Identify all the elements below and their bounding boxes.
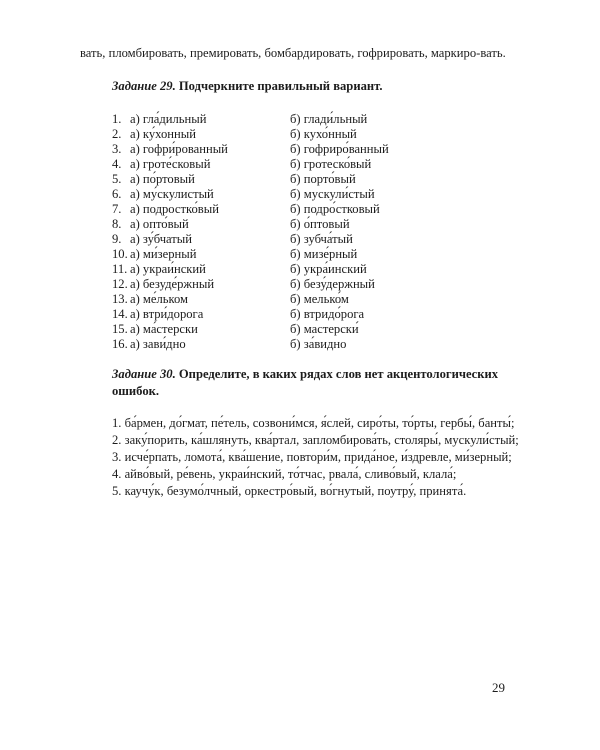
task-29-row (112, 247, 520, 262)
option-a: а) гофри́рованный (130, 142, 228, 156)
task-29-row (112, 202, 520, 217)
row-number: 1. (112, 112, 122, 126)
option-b: б) зубча́тый (290, 232, 353, 246)
option-a: а) ма́стерски (130, 322, 198, 336)
option-a: а) гроте́сковый (130, 157, 211, 171)
option-b: б) безу́держный (290, 277, 375, 291)
task-29-row (112, 217, 520, 232)
option-a: а) безуде́ржный (130, 277, 215, 291)
task-29-label: Задание 29. (112, 79, 176, 93)
task-29-row (112, 337, 520, 352)
task-30-instruction: Определите, в каких рядах слов нет акцентологических ошибок. (112, 367, 499, 398)
task-30-heading (112, 366, 520, 400)
option-b: б) мелько́м (290, 292, 349, 306)
task-30-item: 3. исче́рпать, ломота́, ква́шение, повтори́м, прида́ное, и́здревле, ми́зерный; (112, 450, 512, 464)
task-29-row (112, 187, 520, 202)
task-29-row (112, 172, 520, 187)
task-29-heading (112, 78, 520, 95)
option-a: а) украи́нский (130, 262, 206, 276)
intro-paragraph: вать, пломбировать, премировать, бомбардировать, гофрировать, маркиро-вать. (80, 46, 506, 60)
row-number: 6. (112, 187, 122, 201)
task-30-item: 2. заку́порить, ка́шлянуть, ква́ртал, запломбирова́ть, столяры́, мускули́стый; (112, 433, 519, 447)
row-number: 15. (112, 322, 128, 336)
row-number: 9. (112, 232, 122, 246)
task-29-row (112, 307, 520, 322)
option-b: б) о́птовый (290, 217, 350, 231)
option-b: б) порто́вый (290, 172, 356, 186)
option-b: б) гофриро́ванный (290, 142, 389, 156)
option-a: а) зу́бчатый (130, 232, 193, 246)
row-number: 4. (112, 157, 122, 171)
row-number: 14. (112, 307, 128, 321)
option-b: б) кухо́нный (290, 127, 357, 141)
option-b: б) мускули́стый (290, 187, 375, 201)
task-29-row (112, 322, 520, 337)
option-a: а) подростко́вый (130, 202, 219, 216)
task-29-row (112, 262, 520, 277)
task-29-row (112, 157, 520, 172)
option-b: б) укра́инский (290, 262, 367, 276)
row-number: 13. (112, 292, 128, 306)
task-30-item: 4. айво́вый, ре́вень, украи́нский, то́тчас, рвала́, сливо́вый, клала́; (112, 467, 457, 481)
option-b: б) глади́льный (290, 112, 368, 126)
option-b: б) мастерски́ (290, 322, 359, 336)
task-29-row (112, 232, 520, 247)
option-a: а) гла́дильный (130, 112, 207, 126)
row-number: 2. (112, 127, 122, 141)
row-number: 10. (112, 247, 128, 261)
row-number: 5. (112, 172, 122, 186)
row-number: 8. (112, 217, 122, 231)
option-a: а) ку́хонный (130, 127, 196, 141)
row-number: 12. (112, 277, 128, 291)
task-29-row (112, 292, 520, 307)
task-30-list (80, 415, 520, 500)
row-number: 7. (112, 202, 122, 216)
option-b: б) за́видно (290, 337, 347, 351)
option-b: б) втридо́рога (290, 307, 365, 321)
page-number: 29 (492, 680, 505, 695)
option-a: а) ме́льком (130, 292, 189, 306)
task-29-row (112, 142, 520, 157)
task-29-row (112, 112, 520, 127)
option-b: б) мизе́рный (290, 247, 358, 261)
option-a: а) по́ртовый (130, 172, 195, 186)
task-29-row (112, 127, 520, 142)
option-a: а) зави́дно (130, 337, 186, 351)
row-number: 16. (112, 337, 128, 351)
row-number: 3. (112, 142, 122, 156)
task-30-label: Задание 30. (112, 367, 176, 381)
page-content (80, 45, 520, 500)
task-30-item: 5. каучу́к, безумо́лчный, оркестро́вый, во́гнутый, поутру́, принята́. (112, 484, 467, 498)
option-a: а) му́скулистый (130, 187, 214, 201)
option-b: б) подро́стковый (290, 202, 380, 216)
task-29-instruction: Подчеркните правильный вариант. (178, 79, 383, 93)
option-b: б) гротеско́вый (290, 157, 372, 171)
option-a: а) ми́зерный (130, 247, 197, 261)
row-number: 11. (112, 262, 128, 276)
task-29-list (112, 112, 520, 352)
task-29-row (112, 277, 520, 292)
option-a: а) опто́вый (130, 217, 189, 231)
task-30-item: 1. ба́рмен, до́гмат, пе́тель, созвони́мся, я́слей, сиро́ты, то́рты, гербы́, банты́; (112, 416, 515, 430)
option-a: а) втри́дорога (130, 307, 204, 321)
